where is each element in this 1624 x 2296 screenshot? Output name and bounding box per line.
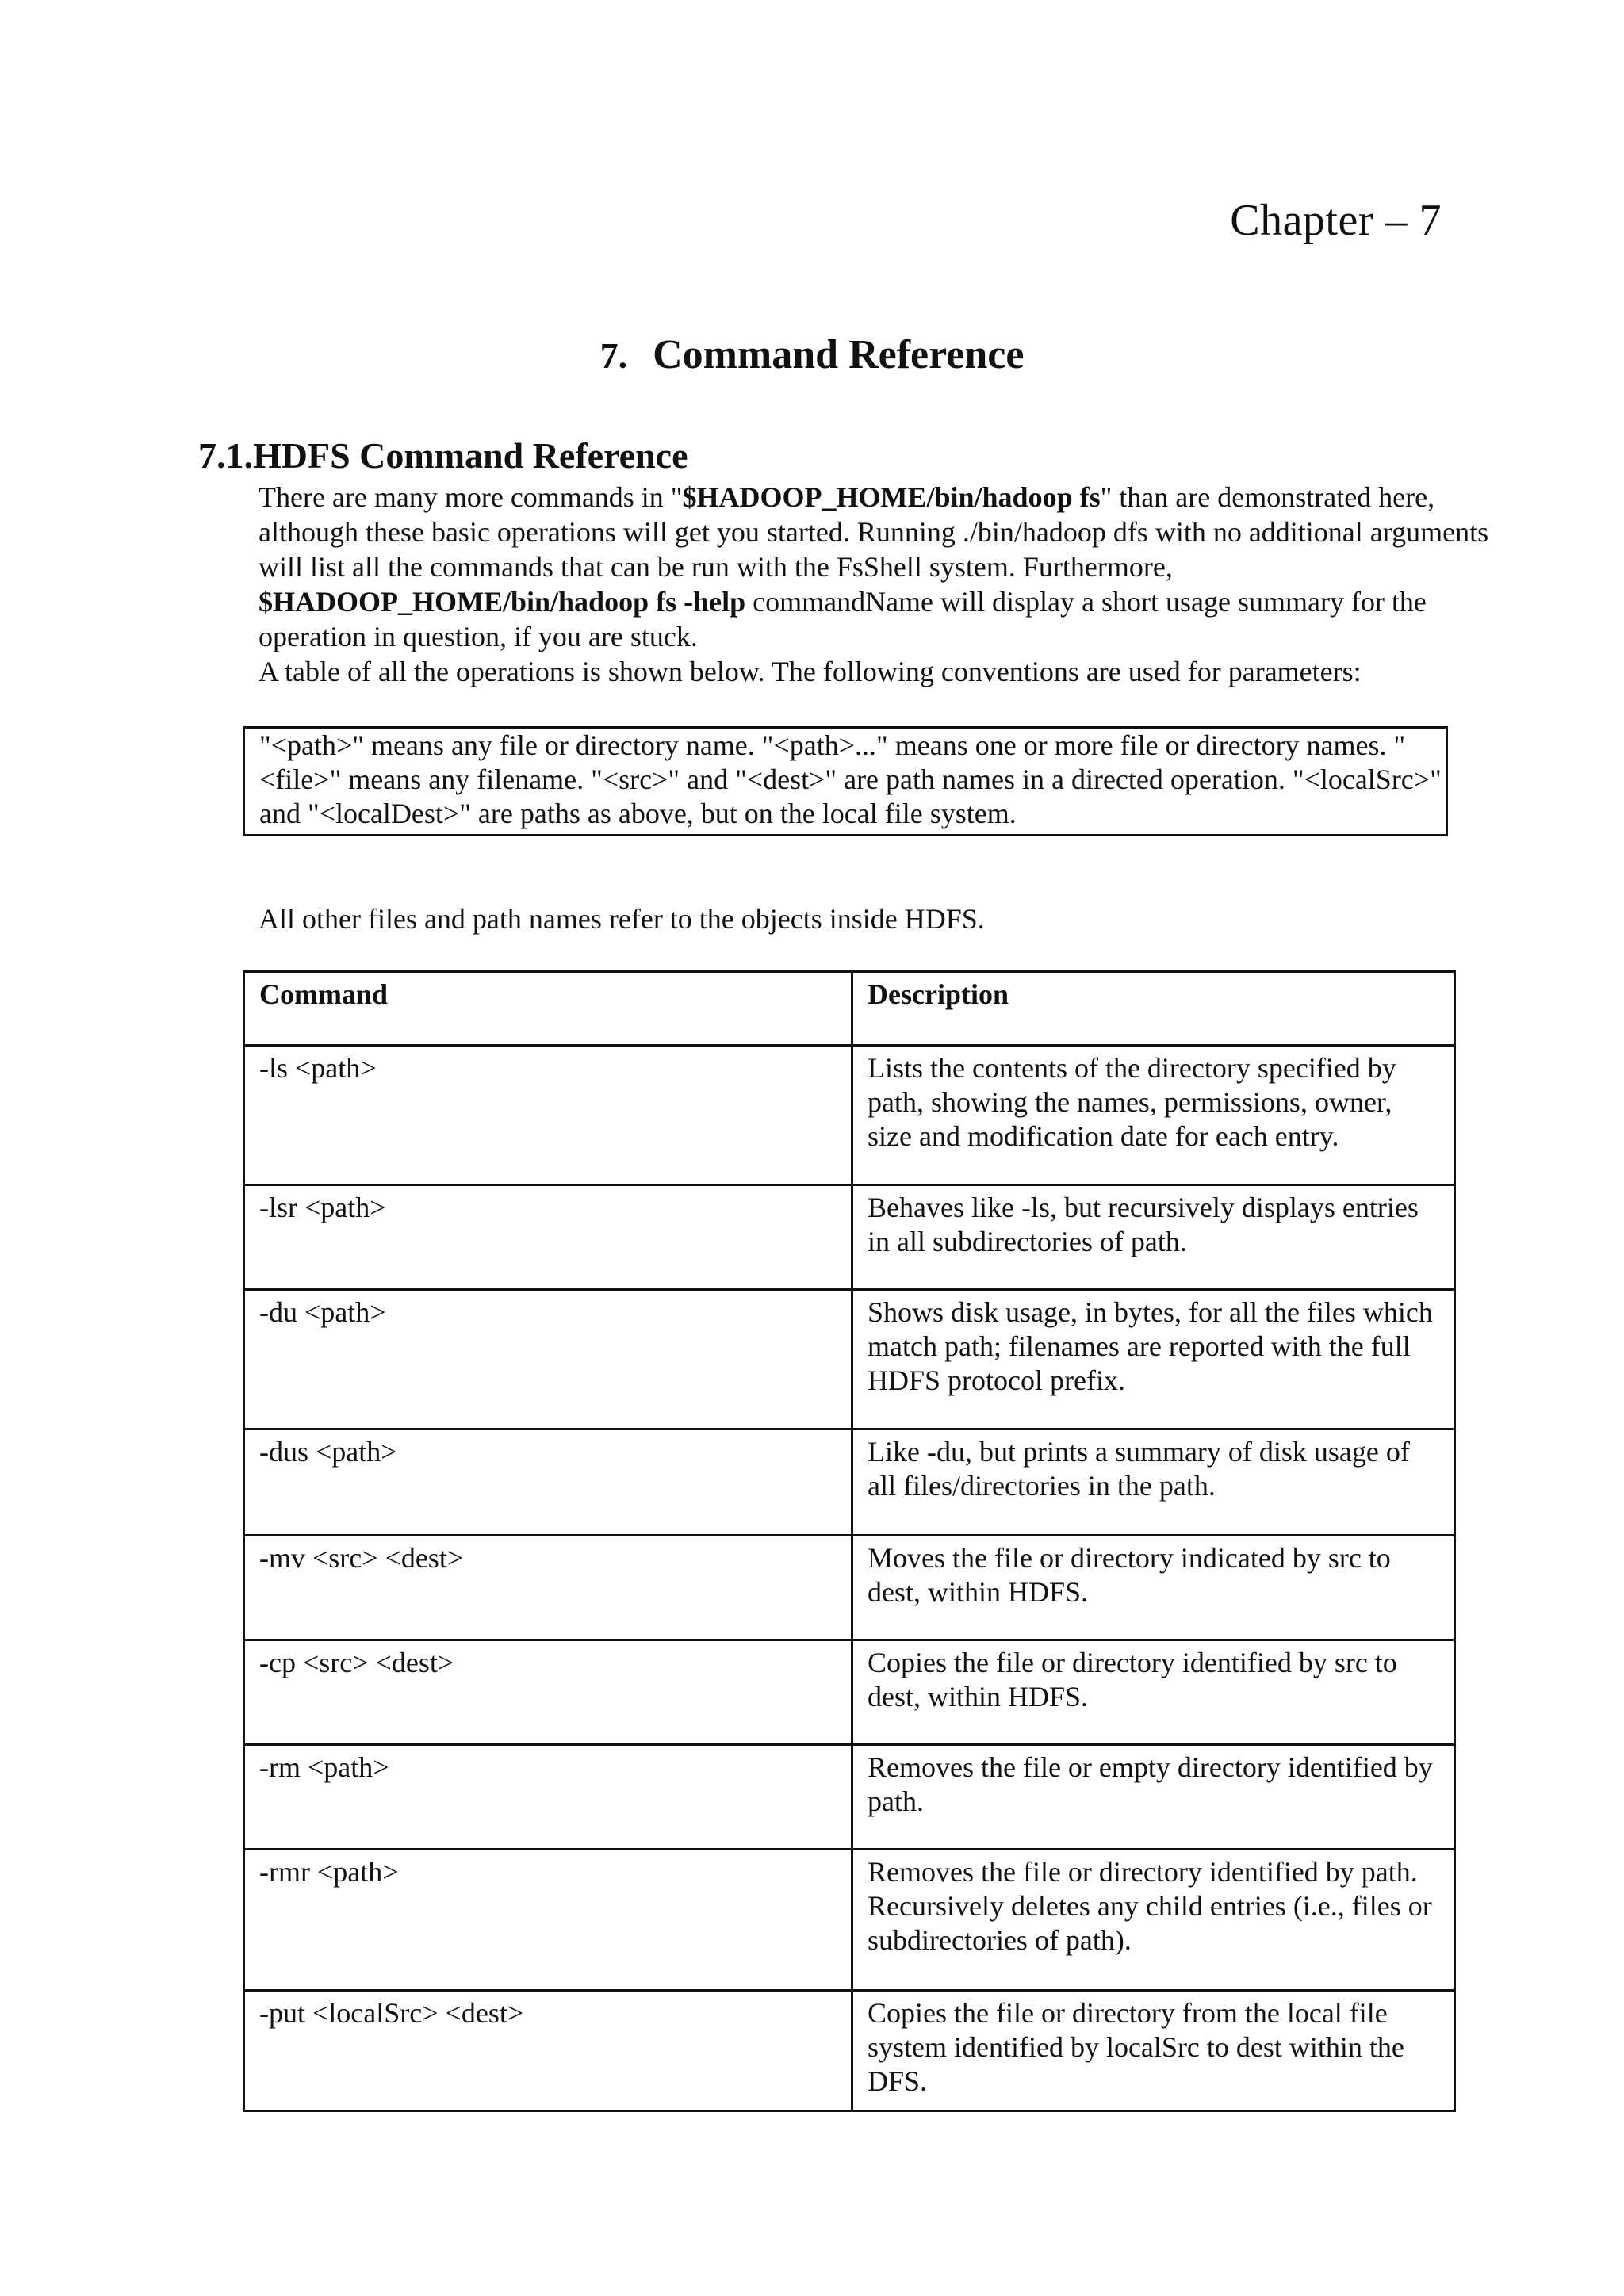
intro-paragraph bbox=[259, 480, 1496, 689]
intro-text-b: " than are demonstrated here, although these basic operations will get you started. Running ./bin/hadoop dfs with no additional arguments will list all the commands that can be run with the FsShell system. Furthermore, bbox=[259, 481, 1489, 583]
intro-bold-help: $HADOOP_HOME/bin/hadoop fs -help bbox=[259, 586, 746, 618]
cell-command: -rm <path> bbox=[244, 1745, 852, 1850]
intro-text-c: commandName will display a short usage summary for the operation in question, if you are stuck. bbox=[259, 586, 1427, 652]
cell-command: -cp <src> <dest> bbox=[244, 1640, 852, 1745]
table-row bbox=[244, 1536, 1455, 1640]
cell-description: Lists the contents of the directory specified by path, showing the names, permissions, owner, size and modification date for each entry. bbox=[852, 1046, 1455, 1185]
table-row bbox=[244, 1046, 1455, 1185]
table-header-row bbox=[244, 972, 1455, 1046]
cell-description: Moves the file or directory indicated by src to dest, within HDFS. bbox=[852, 1536, 1455, 1640]
intro-table-note: A table of all the operations is shown below. The following conventions are used for parameters: bbox=[259, 656, 1362, 687]
cell-description: Copies the file or directory from the local file system identified by localSrc to dest within the DFS. bbox=[852, 1991, 1455, 2111]
cell-command: -du <path> bbox=[244, 1290, 852, 1429]
cell-description: Removes the file or directory identified by path. Recursively deletes any child entries (i.e., files or subdirectories of path). bbox=[852, 1850, 1455, 1991]
header-description: Description bbox=[852, 972, 1455, 1046]
cell-command: -mv <src> <dest> bbox=[244, 1536, 852, 1640]
cell-command: -put <localSrc> <dest> bbox=[244, 1991, 852, 2111]
cell-command: -rmr <path> bbox=[244, 1850, 852, 1991]
intro-bold-path: $HADOOP_HOME/bin/hadoop fs bbox=[682, 481, 1101, 513]
conventions-box: "<path>" means any file or directory name. "<path>..." means one or more file or directory names. "<file>" means any filename. "<src>" and "<dest>" are path names in a directed operation. "<localSrc>" and "<localDest>" are paths as above, but on the local file system. bbox=[243, 726, 1448, 836]
cell-command: -dus <path> bbox=[244, 1429, 852, 1536]
section-heading: 7.1.HDFS Command Reference bbox=[198, 435, 688, 476]
title-text: Command Reference bbox=[653, 332, 1025, 377]
cell-command: -lsr <path> bbox=[244, 1185, 852, 1290]
page-title bbox=[0, 331, 1624, 378]
table-row bbox=[244, 1850, 1455, 1991]
table-row bbox=[244, 1290, 1455, 1429]
cell-command: -ls <path> bbox=[244, 1046, 852, 1185]
cell-description: Shows disk usage, in bytes, for all the files which match path; filenames are reported with the full HDFS protocol prefix. bbox=[852, 1290, 1455, 1429]
table-row bbox=[244, 1991, 1455, 2111]
intro-text-a: There are many more commands in " bbox=[259, 481, 683, 513]
header-command: Command bbox=[244, 972, 852, 1046]
intro-text bbox=[259, 480, 1496, 654]
table-row bbox=[244, 1640, 1455, 1745]
table-row bbox=[244, 1745, 1455, 1850]
other-note: All other files and path names refer to the objects inside HDFS. bbox=[259, 903, 985, 935]
cell-description: Behaves like -ls, but recursively displays entries in all subdirectories of path. bbox=[852, 1185, 1455, 1290]
table-row bbox=[244, 1429, 1455, 1536]
command-table bbox=[243, 970, 1456, 2112]
cell-description: Copies the file or directory identified by src to dest, within HDFS. bbox=[852, 1640, 1455, 1745]
chapter-label: Chapter – 7 bbox=[1230, 196, 1442, 245]
cell-description: Removes the file or empty directory identified by path. bbox=[852, 1745, 1455, 1850]
title-number: 7. bbox=[599, 335, 628, 376]
table-row bbox=[244, 1185, 1455, 1290]
cell-description: Like -du, but prints a summary of disk usage of all files/directories in the path. bbox=[852, 1429, 1455, 1536]
